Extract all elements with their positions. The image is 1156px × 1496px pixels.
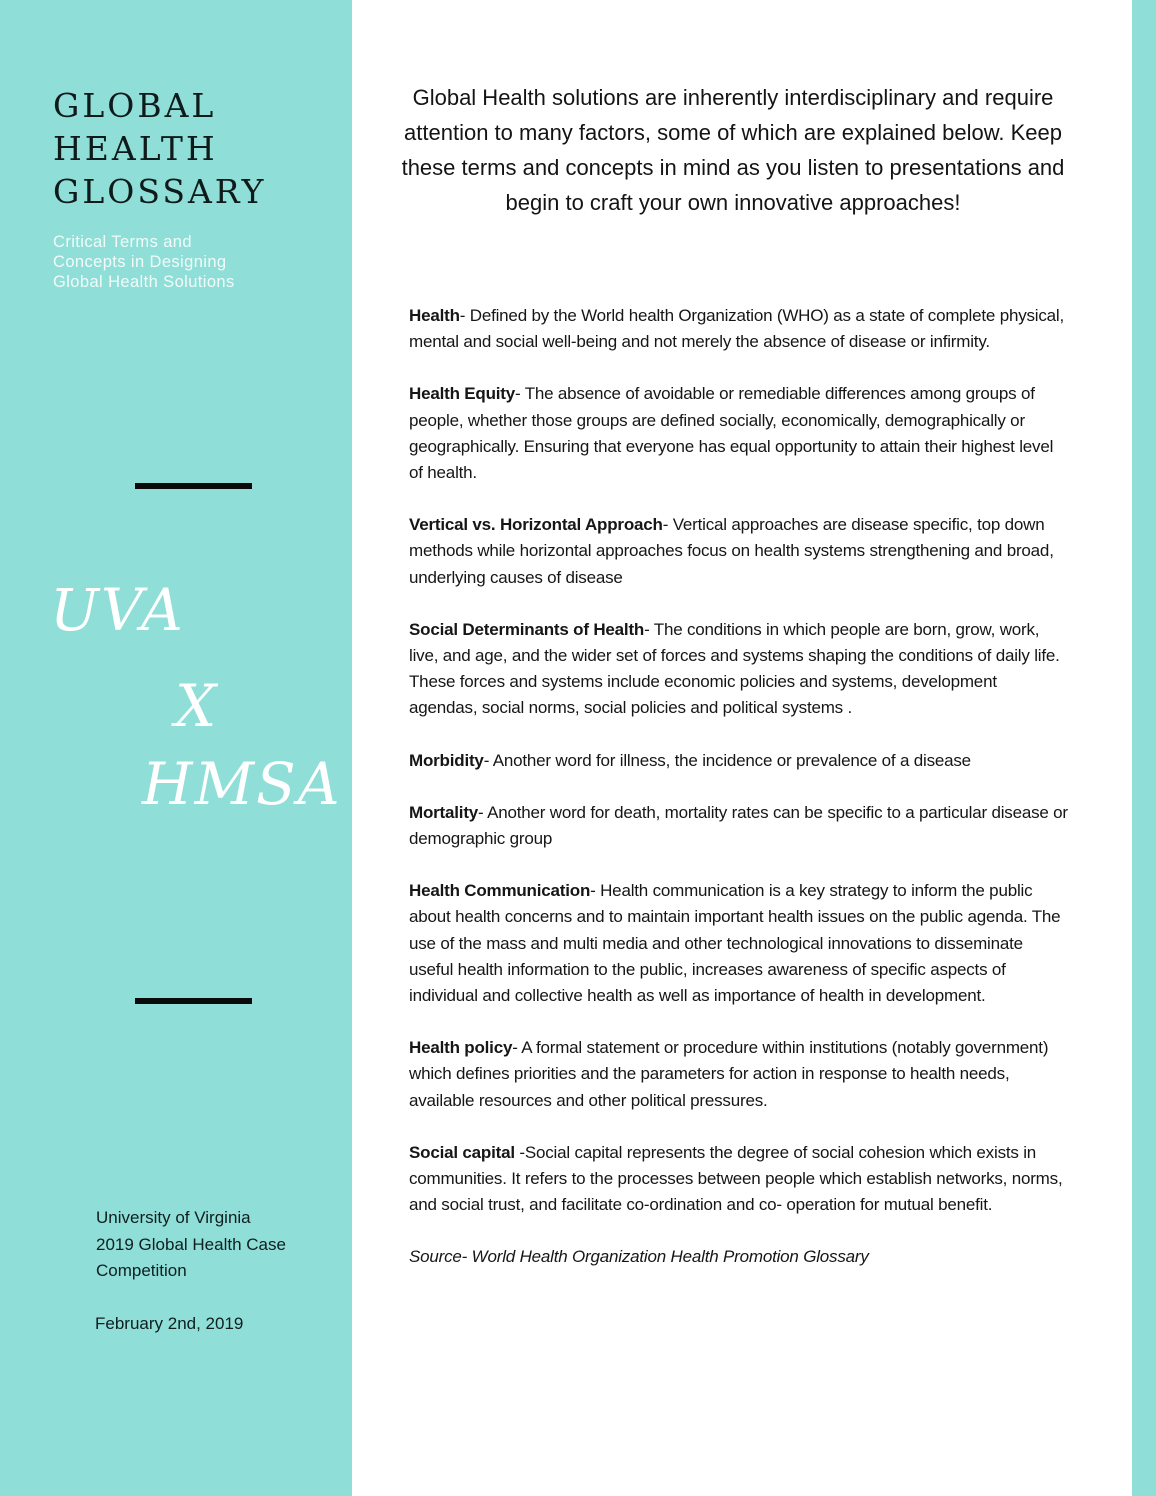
glossary-term: Vertical vs. Horizontal Approach <box>409 515 663 535</box>
event-line-3: Competition <box>96 1261 187 1280</box>
glossary-definition: - Defined by the World health Organization (WHO) as a state of complete physical, mental and social well-being and not merely the absence of disease or infirmity. <box>409 306 1065 352</box>
collab-uva: UVA <box>50 576 185 644</box>
glossary-term: Health <box>409 306 460 325</box>
intro-paragraph: Global Health solutions are inherently interdisciplinary and require attention to many factors, some of which are explained below. Keep these terms and concepts in mind as you listen to presentations and begin to craft your own innovative approaches! <box>401 85 1065 215</box>
source-citation: Source- World Health Organization Health Promotion Glossary <box>409 1247 869 1267</box>
page-title <box>53 84 266 213</box>
title-line-1: GLOBAL <box>53 86 217 125</box>
glossary-definition: -Social capital represents the degree of social cohesion which exists in communities. It refers to the processes between people which establish networks, norms, and social trust, and facilitate co-ordination and co- operation for mutual benefit. <box>409 1142 1063 1215</box>
event-info <box>96 1205 286 1285</box>
glossary-definition: - A formal statement or procedure within institutions (notably government) which defines priorities and the parameters for action in response to health needs, available resources and other political pressures. <box>409 1038 1049 1110</box>
glossary-definition: - Vertical approaches are disease specific, top down methods while horizontal approaches focus on health systems strengthening and broad, underlying causes of disease <box>409 515 1054 587</box>
glossary-term: Health Communication <box>409 881 591 901</box>
glossary-term: Health Equity <box>409 384 516 404</box>
event-line-1: University of Virginia <box>96 1208 251 1227</box>
sidebar-panel <box>0 0 352 1496</box>
subtitle-line-3: Global Health Solutions <box>53 273 235 291</box>
glossary-definition: - Another word for illness, the incidence or prevalence of a disease <box>483 750 971 770</box>
glossary-entry-social-capital <box>409 1140 1069 1219</box>
collab-separator: X <box>175 672 219 740</box>
glossary-term: Social capital <box>409 1142 515 1162</box>
glossary-term: Morbidity <box>409 750 484 770</box>
glossary-definition: - Another word for death, mortality rates can be specific to a particular disease or demographic group <box>409 802 1068 849</box>
glossary-definition: - The conditions in which people are born, grow, work, live, and age, and the wider set of forces and systems shaping the conditions of daily life. These forces and systems include economic policies and systems, development agendas, social norms, social policies and political systems . <box>409 619 1060 718</box>
glossary-definition: - Health communication is a key strategy to inform the public about health concerns and to maintain important health issues on the public agenda. The use of the mass and multi media and other technological innovations to disseminate useful health information to the public, increases awareness of specific aspects of individual and collective health as well as importance of health in development. <box>409 881 1061 1006</box>
title-line-3: GLOSSARY <box>53 172 267 211</box>
glossary-definition: - The absence of avoidable or remediable differences among groups of people, whether those groups are defined socially, economically, demographically or geographically. Ensuring that everyone has equal opportunity to attain their highest level of health. <box>409 384 1054 483</box>
glossary-entry-mortality <box>409 800 1069 852</box>
glossary-term: Health policy <box>409 1038 513 1058</box>
event-line-2: 2019 Global Health Case <box>96 1234 286 1254</box>
top-divider <box>135 483 252 489</box>
title-line-2: HEALTH <box>53 129 218 168</box>
page-subtitle <box>53 232 313 292</box>
subtitle-line-2: Concepts in Designing <box>53 253 227 271</box>
glossary-entry-health <box>409 303 1069 355</box>
event-date: February 2nd, 2019 <box>95 1314 244 1333</box>
glossary-entry-health-policy <box>409 1035 1069 1114</box>
glossary-entry-health-communication <box>409 878 1069 1009</box>
glossary-term: Social Determinants of Health <box>409 619 645 639</box>
right-accent-strip <box>1132 0 1156 1496</box>
glossary-list <box>409 303 1069 1270</box>
glossary-entry-social-determinants <box>409 617 1069 722</box>
glossary-term: Mortality <box>409 802 479 822</box>
glossary-entry-morbidity <box>409 748 1069 774</box>
subtitle-line-1: Critical Terms and <box>53 233 192 251</box>
collab-hmsa: HMSA <box>142 750 342 818</box>
glossary-entry-vertical-horizontal <box>409 512 1069 591</box>
glossary-entry-health-equity <box>409 381 1069 486</box>
bottom-divider <box>135 998 252 1004</box>
